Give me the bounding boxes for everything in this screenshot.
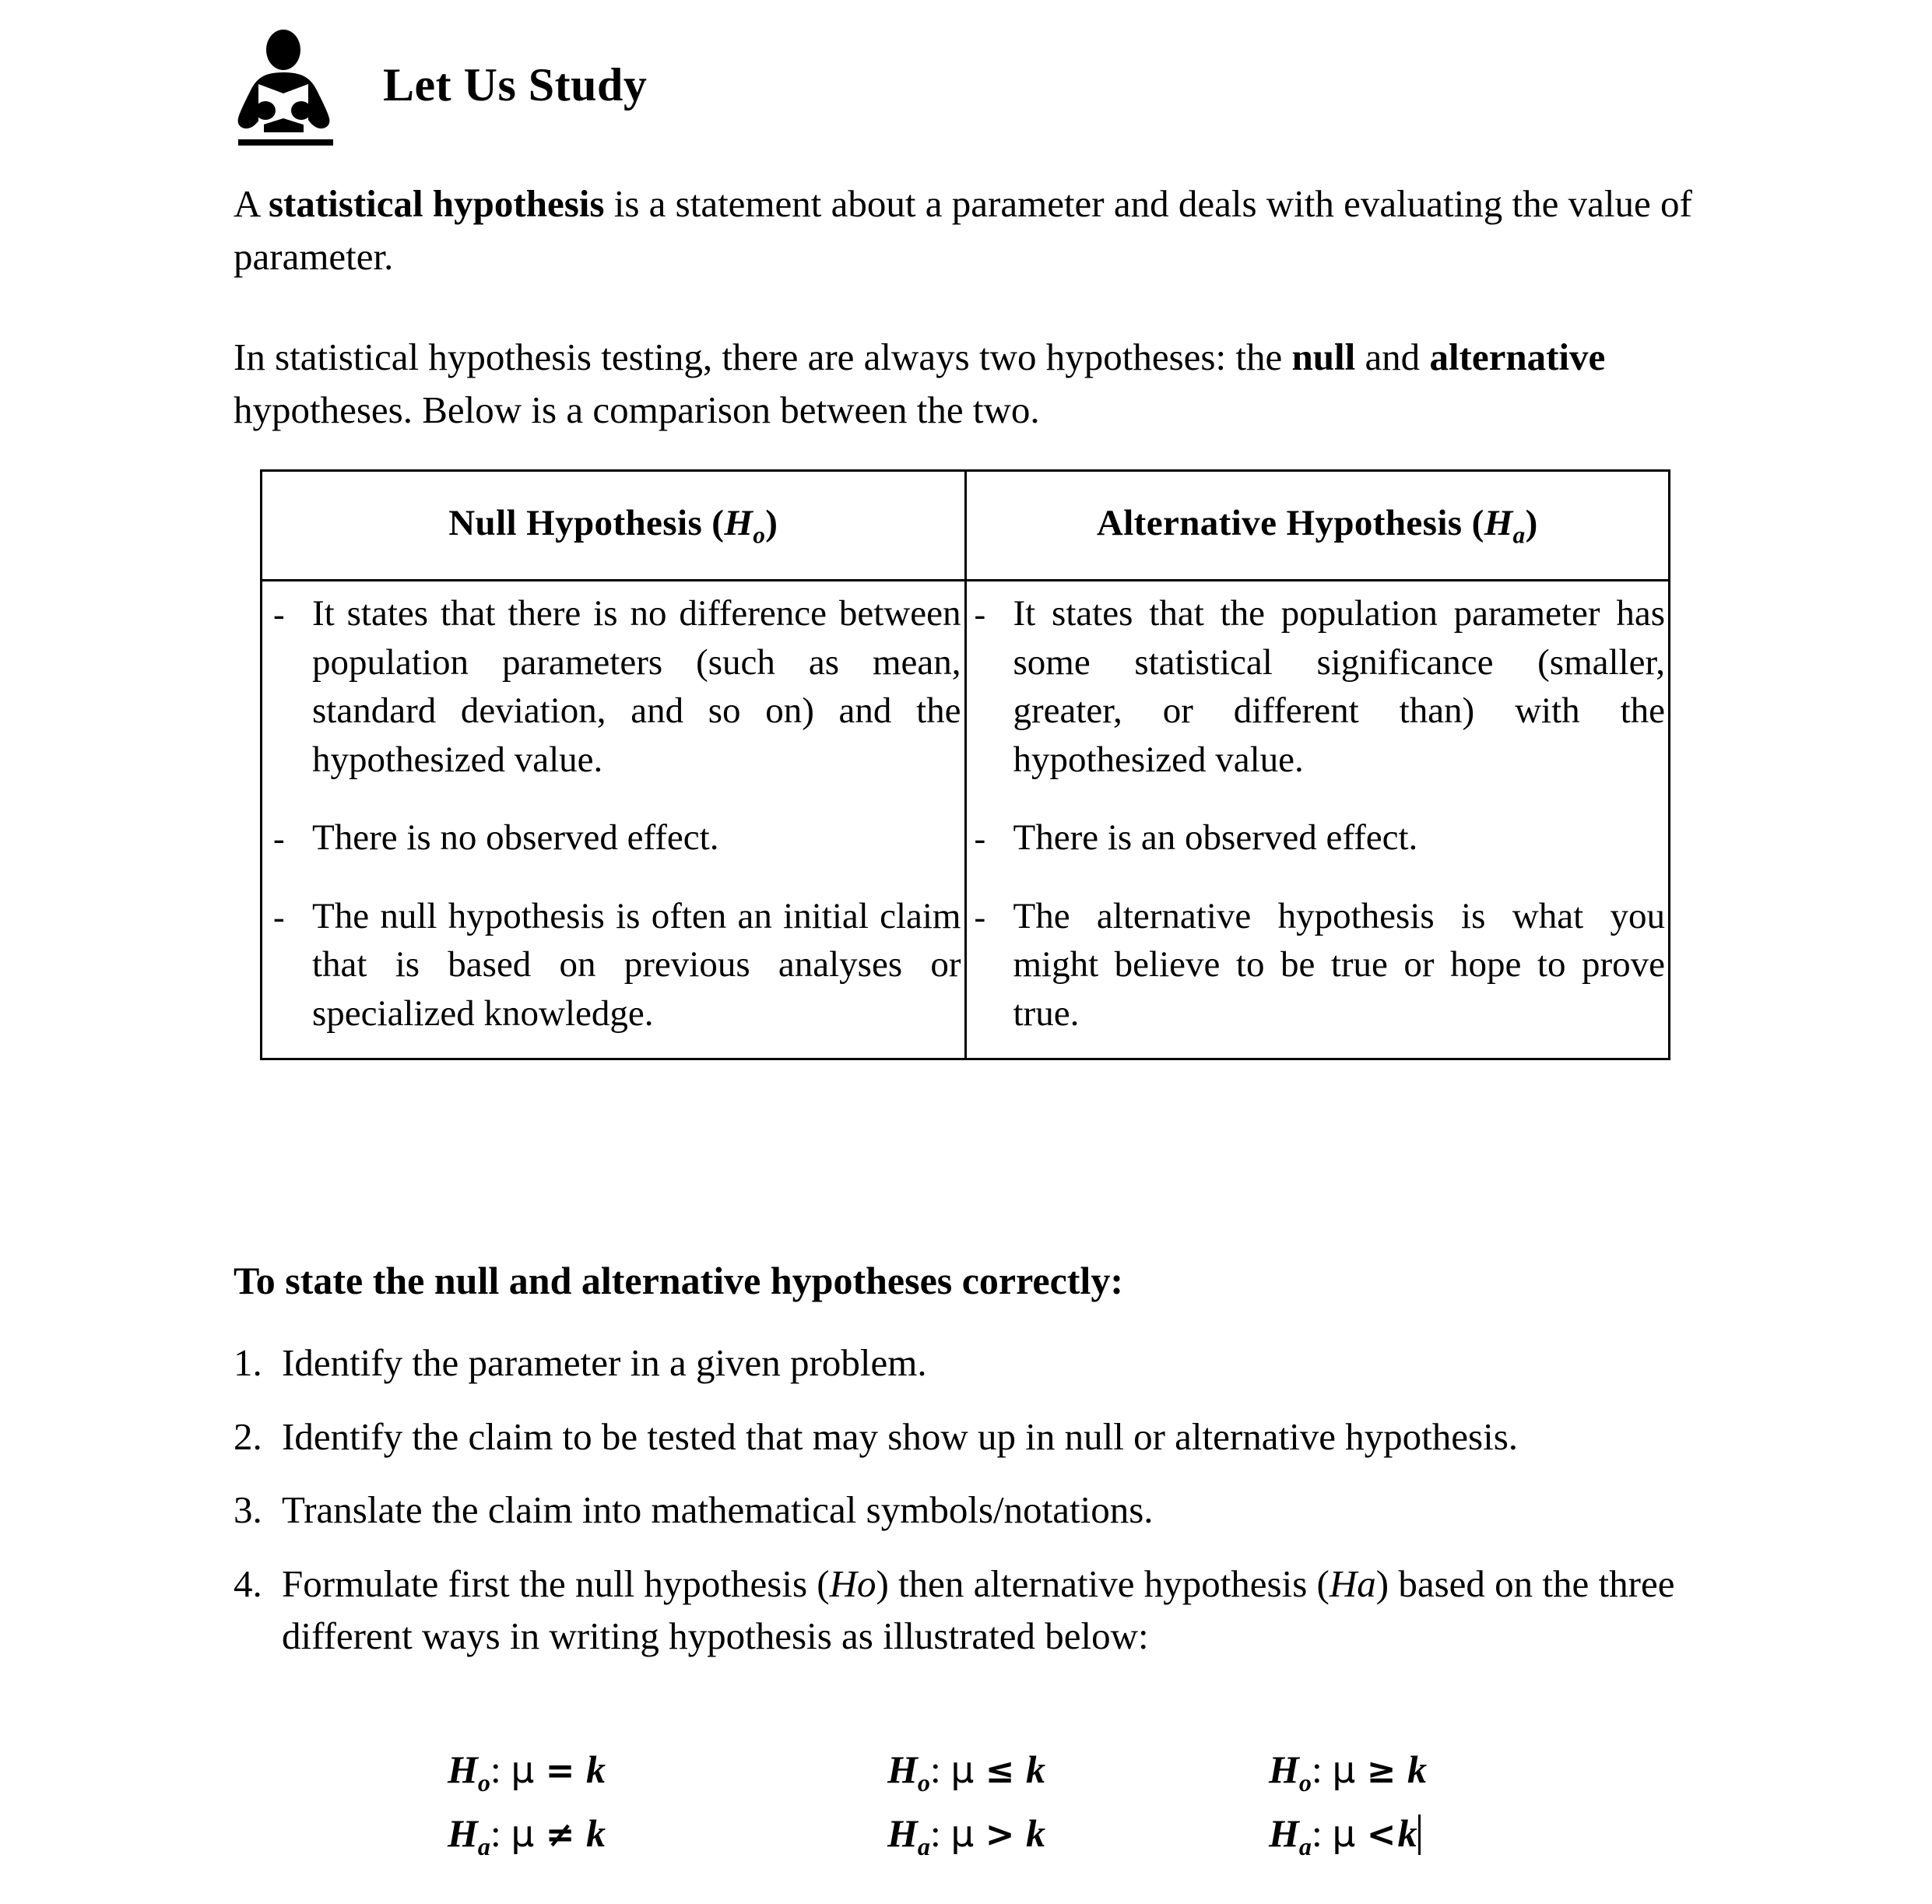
null-bullet-1: It states that there is no difference between population parameters (such as mean, standard deviation, and so on) and the hypothesized value. — [312, 593, 961, 780]
para2-post: hypotheses. Below is a comparison between the two. — [234, 388, 1040, 431]
alt-header-close: ) — [1525, 502, 1538, 543]
alt-bullet-1: It states that the population parameter has some statistical significance (smaller, greater, or different than) with the hypothesized value. — [1013, 593, 1665, 780]
table-body — [262, 581, 1670, 1059]
person-reading-book-icon — [234, 30, 350, 154]
formula-1-null-symbol — [448, 1748, 490, 1797]
formula-1-alt-value: k — [585, 1811, 606, 1855]
list-item — [262, 589, 964, 784]
bullet-dash-icon: - — [974, 595, 986, 634]
bullet-dash-icon: - — [273, 898, 285, 936]
formula-1-null-value: k — [585, 1748, 606, 1791]
formula-3-alt-colon: : — [1311, 1811, 1323, 1855]
bullet-dash-icon: - — [273, 595, 285, 634]
formula-1-null-sub: o — [477, 1769, 490, 1797]
formula-2-null-sub: o — [917, 1769, 930, 1797]
formula-3-null-sub: o — [1298, 1769, 1312, 1797]
formula-3-null-relation: ≥ — [1366, 1750, 1396, 1791]
formula-3-null-value: k — [1407, 1748, 1427, 1791]
list-item — [262, 892, 964, 1038]
list-item — [234, 1411, 1705, 1463]
formula-2-alt-colon: : — [929, 1811, 941, 1855]
formula-2-null-colon: : — [929, 1748, 941, 1791]
list-item — [262, 813, 964, 862]
alt-bullet-3: The alternative hypothesis is what you might believe to be true or hope to prove true. — [1013, 895, 1665, 1034]
bullet-dash-icon: - — [974, 820, 986, 858]
formula-1-alt-sub: a — [477, 1832, 490, 1860]
alt-header-subscript: a — [1512, 521, 1526, 549]
list-item — [967, 589, 1669, 784]
formula-2-null-relation: ≤ — [985, 1750, 1015, 1791]
formula-3-alt-symbol — [1269, 1811, 1312, 1860]
null-header-text: Null Hypothesis ( — [448, 502, 725, 543]
formula-2-alt-relation: > — [985, 1813, 1015, 1855]
step-text: Identify the claim to be tested that may show up in null or alternative hypothesis. — [282, 1414, 1519, 1458]
formula-1-null-variable: μ — [511, 1749, 535, 1792]
hypothesis-comparison-table — [260, 469, 1670, 1060]
formula-null-2 — [887, 1744, 1045, 1800]
formula-2-alt-variable: μ — [950, 1812, 975, 1856]
formula-3-null-variable: μ — [1332, 1749, 1356, 1792]
cell-null-hypothesis — [262, 581, 966, 1059]
intro-paragraph-2 — [234, 331, 1689, 436]
formula-1-null-relation: = — [545, 1750, 575, 1791]
alt-bullet-2: There is an observed effect. — [1013, 817, 1418, 858]
formula-3-alt-sub: a — [1298, 1832, 1312, 1860]
bullet-dash-icon: - — [273, 820, 285, 858]
null-bullet-2: There is no observed effect. — [312, 817, 719, 858]
formula-3-alt-relation: < — [1366, 1813, 1396, 1855]
para1-pre: A — [234, 182, 269, 225]
formula-2-alt-symbol — [887, 1811, 930, 1860]
formula-3-alt-variable: μ — [1332, 1812, 1356, 1856]
step-number: 2. — [234, 1414, 262, 1458]
list-item — [234, 1337, 1705, 1389]
step-number: 1. — [234, 1341, 262, 1384]
alt-header-symbol — [1484, 502, 1526, 549]
formula-3-null-colon: : — [1311, 1748, 1323, 1791]
text-cursor-caret — [1418, 1814, 1421, 1855]
formula-1-alt-H: H — [448, 1811, 478, 1855]
formula-null-1 — [448, 1744, 606, 1800]
list-item — [967, 892, 1669, 1038]
formula-alt-3 — [1269, 1807, 1427, 1864]
formula-2-null-H: H — [887, 1748, 918, 1791]
formula-3-null-H: H — [1269, 1748, 1299, 1791]
formula-null-3 — [1269, 1744, 1427, 1800]
step-number: 4. — [234, 1561, 262, 1605]
null-header-close: ) — [765, 502, 778, 543]
formula-2-alt-value: k — [1025, 1811, 1045, 1855]
step-text: Identify the parameter in a given problem. — [282, 1341, 927, 1384]
formula-alt-2 — [887, 1807, 1045, 1864]
formula-1-alt-relation: ≠ — [545, 1813, 575, 1855]
bullet-dash-icon: - — [974, 898, 986, 936]
formula-column-greater-equal — [1269, 1744, 1427, 1871]
formula-1-alt-colon: : — [490, 1811, 501, 1855]
section-header — [234, 30, 647, 154]
null-header-subscript: o — [753, 521, 766, 549]
alt-header-text: Alternative Hypothesis ( — [1096, 502, 1484, 543]
intro-paragraph-1 — [234, 177, 1712, 283]
para2-bold-null: null — [1291, 335, 1356, 378]
step-text — [282, 1558, 1705, 1662]
steps-list — [234, 1337, 1705, 1684]
formula-column-less-equal — [887, 1744, 1045, 1871]
step-number: 3. — [234, 1488, 262, 1532]
formula-2-null-variable: μ — [950, 1749, 975, 1792]
step4-italic-ho: Ho — [829, 1561, 876, 1605]
alt-header-H: H — [1484, 502, 1513, 543]
para2-bold-alternative: alternative — [1429, 335, 1606, 378]
table-head — [262, 471, 1670, 581]
table-row — [262, 581, 1670, 1059]
formula-1-null-H: H — [448, 1748, 478, 1791]
step4-post: ) based on the three different ways in writing hypothesis as illustrated below: — [282, 1561, 1675, 1657]
step-text: Translate the claim into mathematical symbols/notations. — [282, 1488, 1154, 1532]
step4-mid: ) then alternative hypothesis ( — [876, 1561, 1330, 1605]
cell-alternative-hypothesis — [965, 581, 1670, 1059]
null-header-symbol — [724, 502, 766, 549]
formula-2-null-symbol — [887, 1748, 930, 1797]
formula-1-alt-symbol — [448, 1811, 490, 1860]
para1-post: is a statement about a parameter and deals with evaluating the value of parameter. — [234, 182, 1692, 278]
step4-pre: Formulate first the null hypothesis ( — [282, 1561, 830, 1605]
list-item — [234, 1558, 1705, 1662]
formula-column-equal — [448, 1744, 606, 1871]
hypothesis-formulas — [448, 1744, 1537, 1884]
formula-3-null-symbol — [1269, 1748, 1312, 1797]
section-lead-in-heading: To state the null and alternative hypotheses correctly: — [234, 1259, 1123, 1302]
page-title: Let Us Study — [383, 59, 648, 111]
formula-3-alt-H: H — [1269, 1811, 1299, 1855]
null-header-H: H — [724, 502, 753, 543]
formula-2-null-value: k — [1025, 1748, 1045, 1791]
column-header-null-hypothesis — [262, 471, 966, 581]
column-header-alternative-hypothesis — [965, 471, 1670, 581]
list-item — [234, 1484, 1705, 1537]
para1-bold-term: statistical hypothesis — [268, 182, 605, 225]
null-bullet-3: The null hypothesis is often an initial claim that is based on previous analyses or specialized knowledge. — [312, 895, 961, 1034]
formula-1-alt-variable: μ — [511, 1812, 535, 1856]
formula-1-null-colon: : — [490, 1748, 501, 1791]
para2-pre: In statistical hypothesis testing, there are always two hypotheses: the — [234, 335, 1292, 378]
formula-2-alt-sub: a — [917, 1832, 930, 1860]
para2-mid: and — [1355, 335, 1430, 378]
list-item — [967, 813, 1669, 862]
step4-italic-ha: Ha — [1329, 1561, 1376, 1605]
formula-3-alt-value: k — [1397, 1811, 1417, 1855]
formula-2-alt-H: H — [887, 1811, 918, 1855]
formula-alt-1 — [448, 1807, 606, 1864]
table-header-row — [262, 471, 1670, 581]
